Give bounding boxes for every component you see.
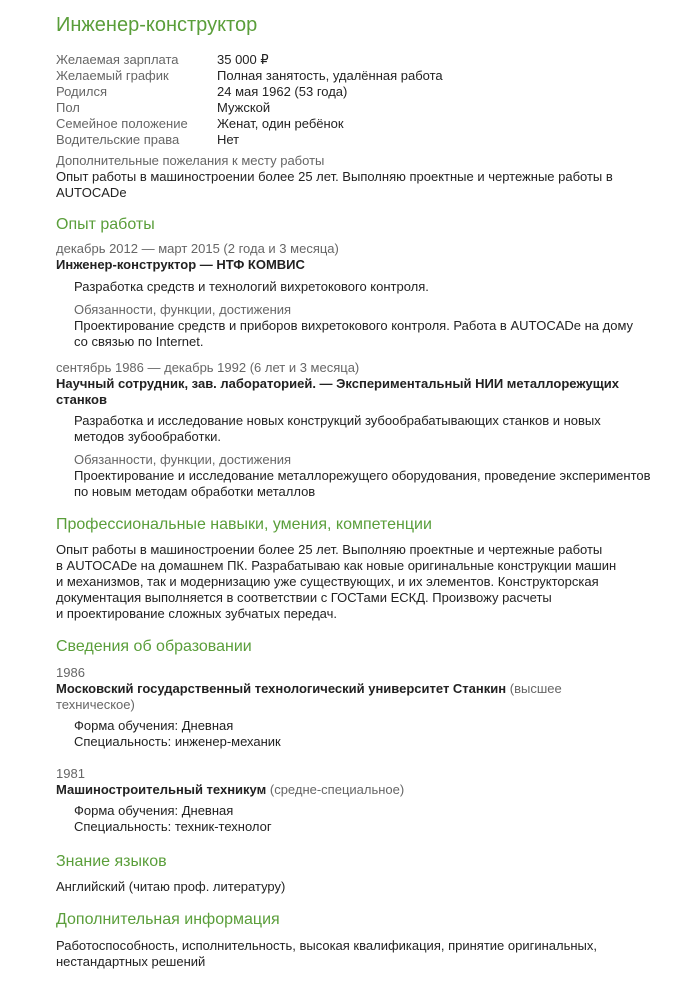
personal-info [56, 52, 656, 148]
resume-title: Инженер-конструктор [56, 14, 258, 36]
family-label: Семейное положение [56, 116, 188, 131]
skills-line: и проектирование сложных зубчатых передач. [56, 606, 337, 621]
education-details [56, 803, 656, 835]
personal-row-license [56, 132, 656, 148]
job-period: декабрь 2012 — март 2015 (2 года и 3 месяца) [56, 241, 339, 256]
job-details [56, 413, 656, 500]
wishes-text-2: AUTOCADe [56, 185, 127, 200]
resume-page [56, 12, 656, 970]
gender-label: Пол [56, 100, 80, 115]
job-item [56, 360, 656, 500]
skills-line: и механизмов, так и модернизацию уже существующих, и их элементов. Конструкторская [56, 574, 599, 589]
job-duties-line-1: Проектирование средств и приборов вихретокового контроля. Работа в AUTOCADe на дому [74, 318, 634, 333]
job-description-line-2: методов зубообработки. [74, 429, 221, 444]
job-duties-label: Обязанности, функции, достижения [74, 302, 292, 317]
skills-line: документация выполняется в соответствии с ГОСТами ЕСКД. Произвожу расчеты [56, 590, 552, 605]
personal-row-family [56, 116, 656, 132]
personal-row-gender [56, 100, 656, 116]
education-item [56, 766, 656, 835]
education-heading: Сведения об образовании [56, 638, 252, 655]
additional-text [56, 938, 656, 970]
education-item [56, 665, 656, 750]
job-description-line-1: Разработка и исследование новых конструкций зубообрабатывающих станков и новых [74, 413, 601, 428]
additional-line-2: нестандартных решений [56, 954, 206, 969]
wishes-label: Дополнительные пожелания к месту работы [56, 153, 325, 168]
license-label: Водительские права [56, 132, 180, 147]
salary-label: Желаемая зарплата [56, 52, 179, 67]
wishes-section [56, 153, 656, 201]
education-form: Форма обучения: Дневная [74, 803, 234, 818]
education-form: Форма обучения: Дневная [74, 718, 234, 733]
education-level: (средне-специальное) [269, 782, 405, 797]
education-name-line [56, 782, 656, 798]
education-year: 1981 [56, 766, 85, 781]
job-description: Разработка средств и технологий вихретокового контроля. [74, 279, 429, 294]
personal-row-schedule [56, 68, 656, 84]
skills-text [56, 542, 656, 622]
job-duties-line-2: по новым методам обработки металлов [74, 484, 316, 499]
job-duties-line-2: со связью по Internet. [74, 334, 204, 349]
education-name-line [56, 681, 656, 697]
schedule-label: Желаемый график [56, 68, 169, 83]
gender-value: Мужской [217, 100, 271, 115]
education-level-cont: техническое) [56, 697, 135, 712]
job-title: Инженер-конструктор — НТФ КОМВИС [56, 257, 305, 272]
education-level: (высшее [509, 681, 562, 696]
experience-heading: Опыт работы [56, 216, 155, 233]
personal-row-salary [56, 52, 656, 68]
personal-row-birth [56, 84, 656, 100]
birth-label: Родился [56, 84, 108, 99]
wishes-text-1: Опыт работы в машиностроении более 25 лет. Выполняю проектные и чертежные работы в [56, 169, 613, 184]
skills-heading: Профессиональные навыки, умения, компетенции [56, 516, 432, 533]
job-title-line-1: Научный сотрудник, зав. лабораторией. — Экспериментальный НИИ металлорежущих [56, 376, 619, 391]
license-value: Нет [217, 132, 240, 147]
salary-value: 35 000 ₽ [217, 52, 269, 67]
job-title-line-2: станков [56, 392, 107, 407]
job-details [56, 279, 656, 350]
languages-text: Английский (читаю проф. литературу) [56, 879, 286, 894]
skills-line: Опыт работы в машиностроении более 25 лет. Выполняю проектные и чертежные работы [56, 542, 603, 557]
skills-line: в AUTOCADe на домашнем ПК. Разрабатываю как новые оригинальные конструкции машин [56, 558, 617, 573]
languages-heading: Знание языков [56, 853, 167, 870]
education-specialty: Специальность: инженер-механик [74, 734, 281, 749]
job-period: сентябрь 1986 — декабрь 1992 (6 лет и 3 месяца) [56, 360, 360, 375]
schedule-value: Полная занятость, удалённая работа [217, 68, 443, 83]
job-duties-label: Обязанности, функции, достижения [74, 452, 292, 467]
education-institution: Машиностроительный техникум [56, 782, 267, 797]
additional-heading: Дополнительная информация [56, 911, 280, 928]
education-details [56, 718, 656, 750]
birth-value: 24 мая 1962 (53 года) [217, 84, 348, 99]
education-specialty: Специальность: техник-технолог [74, 819, 272, 834]
job-item [56, 241, 656, 350]
education-year: 1986 [56, 665, 85, 680]
family-value: Женат, один ребёнок [217, 116, 344, 131]
additional-line-1: Работоспособность, исполнительность, высокая квалификация, принятие оригинальных, [56, 938, 598, 953]
education-institution: Московский государственный технологический университет Станкин [56, 681, 507, 696]
job-duties-line-1: Проектирование и исследование металлорежущего оборудования, проведение экспериментов [74, 468, 651, 483]
